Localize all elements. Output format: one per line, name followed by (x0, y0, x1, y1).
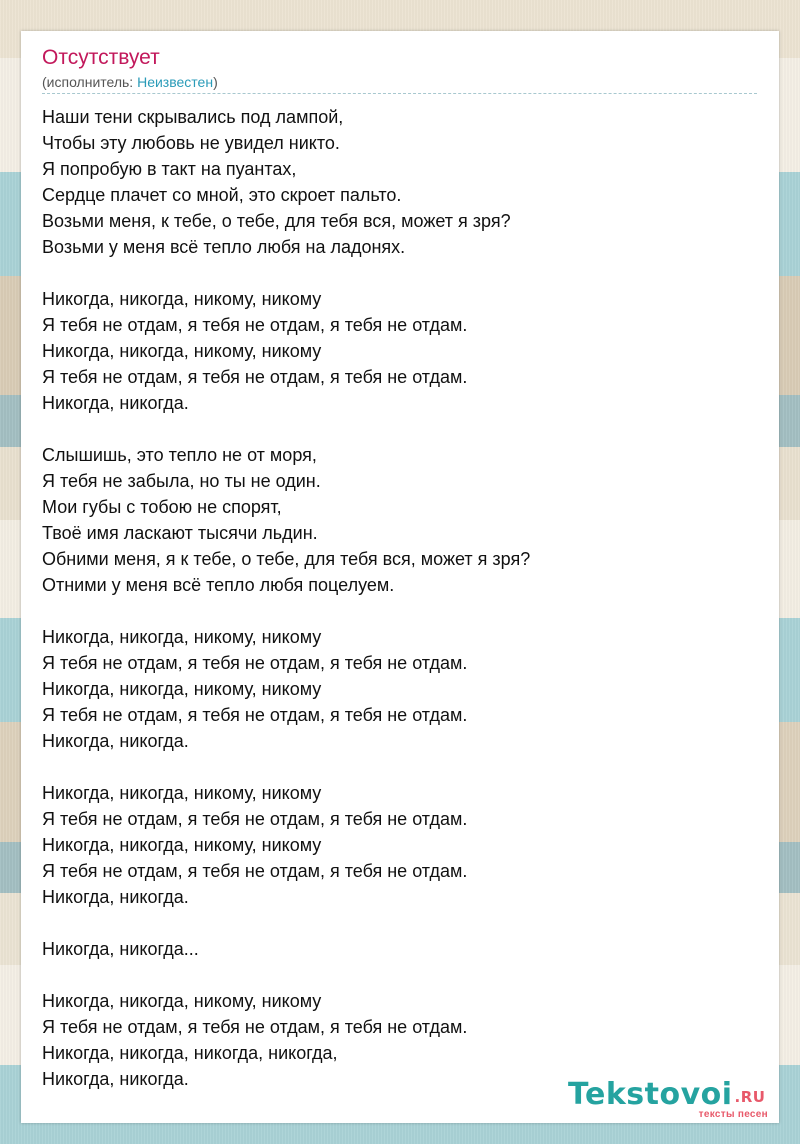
lyric-line: Никогда, никогда, никому, никому (42, 627, 322, 647)
lyric-line: Мои губы с тобою не спорят, (42, 497, 282, 517)
lyric-line: Я тебя не отдам, я тебя не отдам, я тебя не отдам. (42, 367, 468, 387)
lyrics-stanza (42, 780, 757, 910)
lyric-line: Наши тени скрывались под лампой, (42, 107, 344, 127)
artist-prefix: (исполнитель: (42, 74, 138, 90)
lyric-line: Я тебя не отдам, я тебя не отдам, я тебя не отдам. (42, 809, 468, 829)
lyric-line: Твоё имя ласкают тысячи льдин. (42, 523, 318, 543)
lyric-line: Обними меня, я к тебе, о тебе, для тебя вся, может я зря? (42, 549, 531, 569)
lyric-line: Никогда, никогда. (42, 393, 189, 413)
lyric-line: Никогда, никогда. (42, 731, 189, 751)
lyric-line: Возьми меня, к тебе, о тебе, для тебя вся, может я зря? (42, 211, 511, 231)
lyric-line: Чтобы эту любовь не увидел никто. (42, 133, 340, 153)
site-logo[interactable] (568, 1077, 774, 1121)
lyric-line: Никогда, никогда, никому, никому (42, 783, 322, 803)
logo-name: Tekstovoi (568, 1077, 733, 1112)
artist-suffix: ) (213, 74, 218, 90)
lyric-line: Я тебя не отдам, я тебя не отдам, я тебя не отдам. (42, 861, 468, 881)
lyric-line: Никогда, никогда, никому, никому (42, 835, 322, 855)
lyrics-stanza (42, 286, 757, 416)
song-title: Отсутствует (42, 46, 160, 69)
lyric-line: Отними у меня всё тепло любя поцелуем. (42, 575, 395, 595)
lyric-line: Слышишь, это тепло не от моря, (42, 445, 317, 465)
lyric-line: Я тебя не отдам, я тебя не отдам, я тебя не отдам. (42, 705, 468, 725)
lyric-line: Никогда, никогда, никому, никому (42, 991, 322, 1011)
logo-tld: .RU (734, 1088, 766, 1106)
lyric-line: Я попробую в такт на пуантах, (42, 159, 297, 179)
lyrics-stanza (42, 624, 757, 754)
lyrics-stanza (42, 442, 757, 598)
lyrics-body (42, 104, 757, 1118)
lyric-line: Сердце плачет со мной, это скроет пальто. (42, 185, 402, 205)
lyrics-sheet (21, 31, 779, 1123)
artist-link[interactable]: Неизвестен (137, 74, 214, 90)
lyric-line: Я тебя не отдам, я тебя не отдам, я тебя не отдам. (42, 315, 468, 335)
lyric-line: Никогда, никогда, никому, никому (42, 679, 322, 699)
logo-tagline: тексты песен (698, 1109, 768, 1120)
lyric-line: Никогда, никогда. (42, 887, 189, 907)
lyrics-stanza (42, 936, 757, 962)
lyric-line: Никогда, никогда, никому, никому (42, 289, 322, 309)
lyric-line: Никогда, никогда... (42, 939, 199, 959)
lyric-line: Никогда, никогда, никогда, никогда, (42, 1043, 338, 1063)
lyric-line: Я тебя не отдам, я тебя не отдам, я тебя не отдам. (42, 1017, 468, 1037)
lyric-line: Никогда, никогда, никому, никому (42, 341, 322, 361)
lyrics-stanza (42, 104, 757, 260)
lyric-line: Возьми у меня всё тепло любя на ладонях. (42, 237, 406, 257)
title-divider (42, 93, 757, 94)
lyric-line: Никогда, никогда. (42, 1069, 189, 1089)
lyric-line: Я тебя не забыла, но ты не один. (42, 471, 321, 491)
artist-line (42, 73, 218, 91)
lyric-line: Я тебя не отдам, я тебя не отдам, я тебя не отдам. (42, 653, 468, 673)
